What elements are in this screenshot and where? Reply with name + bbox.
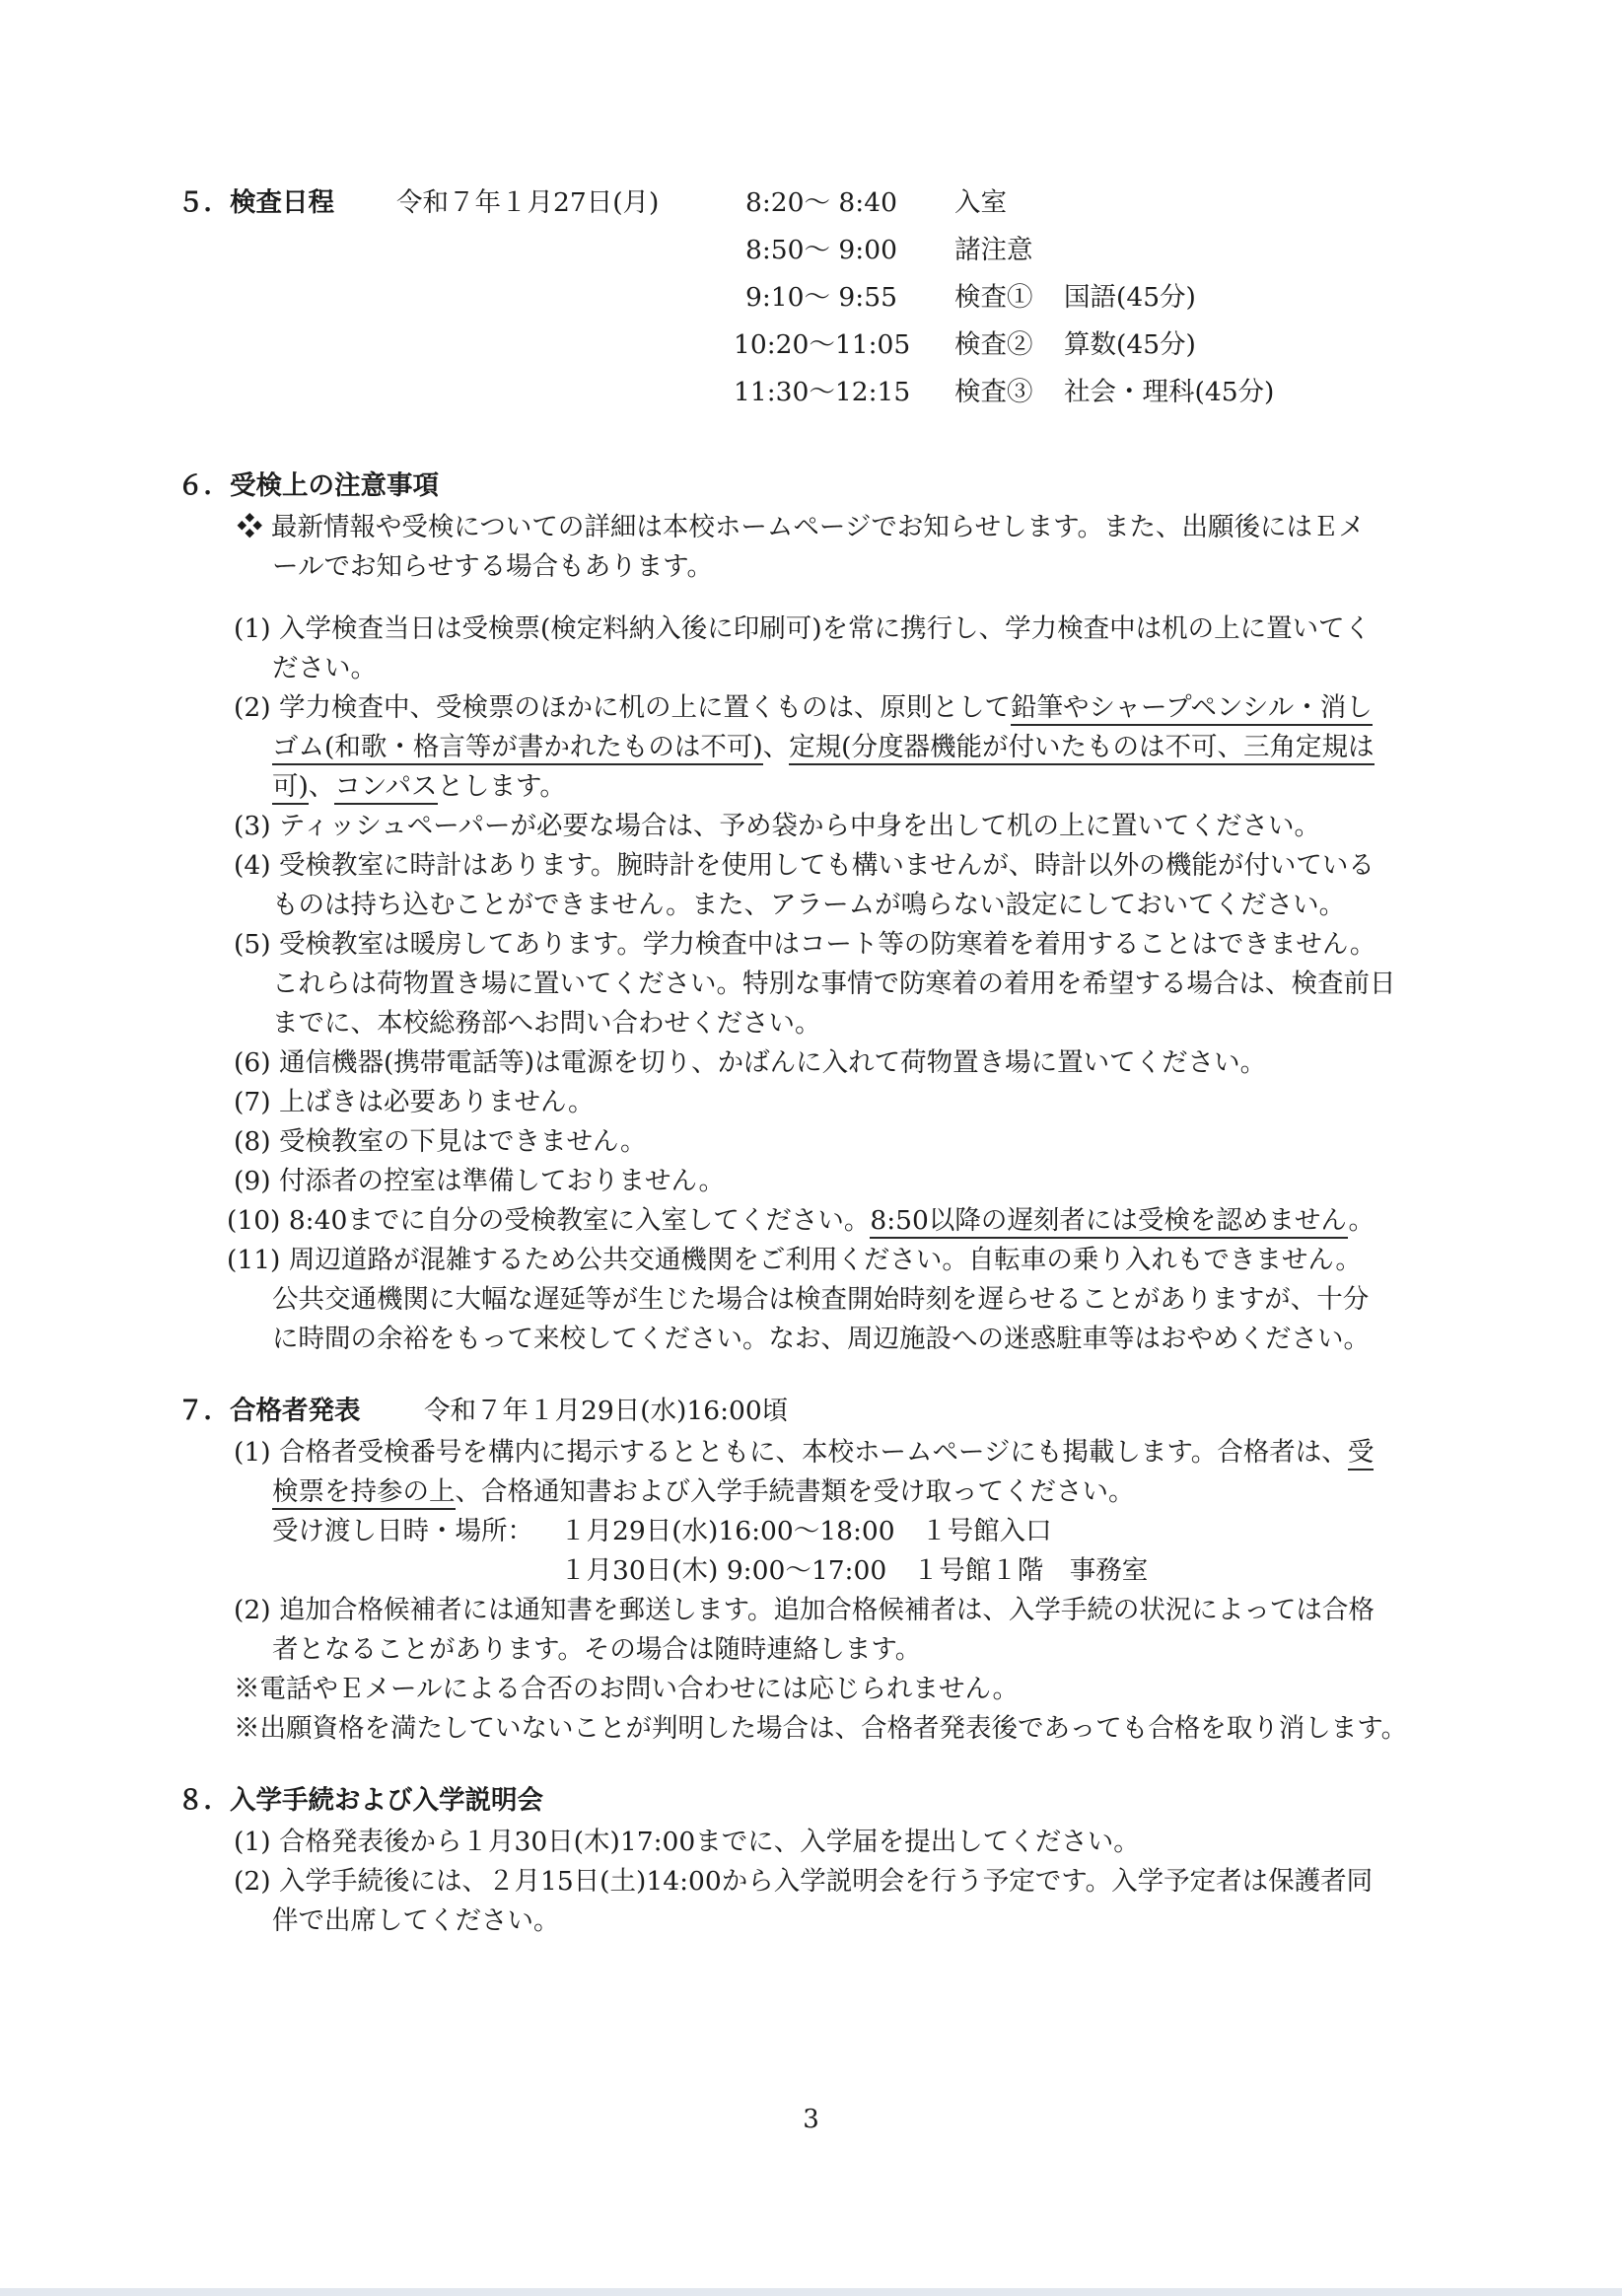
announce-1 [234, 1436, 1374, 1470]
handover-label: 受け渡し日時・場所： [272, 1516, 533, 1546]
section-7-heading: ７．合格者発表 [177, 1396, 361, 1426]
schedule-label: 検査① [954, 282, 1033, 313]
announce-1-text: 、合格通知書および入学手続書類を受け取ってください。 [455, 1476, 1135, 1507]
schedule-label: 検査② [954, 329, 1033, 360]
rule-2-text: 、 [308, 771, 335, 802]
schedule-subject: 国語(45分) [1064, 282, 1196, 313]
announce-1-cont [272, 1475, 1135, 1509]
underlined-text: ゴム(和歌・格言等が書かれたものは不可) [272, 732, 763, 765]
rule-2-cont [272, 770, 566, 804]
rule-11-cont: に時間の余裕をもって来校してください。なお、周辺施設への迷惑駐車等はおやめください。 [272, 1324, 1370, 1354]
underlined-text: 鉛筆やシャープペンシル・消し [1011, 692, 1373, 726]
underlined-text: コンパス [334, 771, 437, 805]
note: ※出願資格を満たしていないことが判明した場合は、合格者発表後であっても合格を取り消します。 [234, 1713, 1408, 1744]
rule-11-cont: 公共交通機関に大幅な遅延等が生じた場合は検査開始時刻を遅らせることがありますが、十分 [272, 1284, 1370, 1315]
underlined-text: 可) [272, 771, 309, 805]
rule-6: (6) 通信機器(携帯電話等)は電源を切り、かばんに入れて荷物置き場に置いてください。 [234, 1047, 1267, 1078]
section-5-date: 令和７年１月27日(月) [396, 187, 660, 218]
handover-schedule: １月30日(木) 9:00～17:00 １号館１階 事務室 [560, 1555, 1149, 1586]
announce-2: (2) 追加合格候補者には通知書を郵送します。追加合格候補者は、入学手続の状況によっては合格 [234, 1595, 1375, 1625]
announce-2-cont: 者となることがあります。その場合は随時連絡します。 [272, 1634, 922, 1665]
rule-11: (11) 周辺道路が混雑するため公共交通機関をご利用ください。自転車の乗り入れもできません。 [227, 1245, 1362, 1275]
rule-4-cont: ものは持ち込むことができません。また、アラームが鳴らない設定にしておいてください。 [272, 890, 1346, 920]
underlined-text: 検票を持参の上 [272, 1476, 456, 1510]
schedule-subject: 算数(45分) [1064, 329, 1196, 360]
rule-5: (5) 受検教室は暖房してあります。学力検査中はコート等の防寒着を着用することはできません。 [234, 929, 1376, 960]
scan-edge [0, 2288, 1622, 2296]
rule-2-text: 、 [762, 732, 790, 762]
rule-2-cont [272, 731, 1375, 764]
section-8-heading: ８．入学手続および入学説明会 [177, 1785, 543, 1816]
rule-10-text: (10) 8:40までに自分の受検教室に入室してください。 [227, 1205, 871, 1236]
rule-8: (8) 受検教室の下見はできません。 [234, 1126, 647, 1157]
rule-4: (4) 受検教室に時計はあります。腕時計を使用しても構いませんが、時計以外の機能が付いている [234, 850, 1375, 881]
rule-2 [234, 691, 1373, 725]
rule-10-text: 。 [1348, 1205, 1375, 1236]
schedule-label: 入室 [954, 187, 1007, 218]
schedule-time: 11:30～12:15 [734, 377, 911, 407]
rule-9: (9) 付添者の控室は準備しておりません。 [234, 1166, 726, 1196]
rule-2-text: (2) 学力検査中、受検票のほかに机の上に置くものは、原則として [234, 692, 1011, 723]
procedure-2-cont: 伴で出席してください。 [272, 1905, 560, 1936]
procedure-1: (1) 合格発表後から１月30日(木)17:00までに、入学届を提出してください。 [234, 1827, 1140, 1857]
section-7-date: 令和７年１月29日(水)16:00頃 [424, 1396, 789, 1426]
underlined-text: 受 [1348, 1437, 1375, 1471]
schedule-time: 10:20～11:05 [734, 329, 911, 360]
underlined-text: 8:50以降の遅刻者には受検を認めません [870, 1205, 1348, 1239]
rule-5-cont: までに、本校総務部へお問い合わせください。 [272, 1008, 821, 1039]
rule-2-text: とします。 [437, 771, 566, 802]
schedule-time: 8:50～ 9:00 [745, 235, 897, 265]
procedure-2: (2) 入学手続後には、２月15日(土)14:00から入学説明会を行う予定です。入学予定者は保護者同 [234, 1866, 1374, 1897]
underlined-text: 定規(分度器機能が付いたものは不可、三角定規は [789, 732, 1374, 765]
notice-line: ールでお知らせする場合もあります。 [272, 551, 714, 582]
announce-1-text: (1) 合格者受検番号を構内に掲示するとともに、本校ホームページにも掲載します。合格者は、 [234, 1437, 1348, 1468]
rule-1-cont: ださい。 [272, 653, 377, 683]
rule-1: (1) 入学検査当日は受検票(検定料納入後に印刷可)を常に携行し、学力検査中は机の上に置いてく [234, 613, 1372, 644]
handover-schedule: １月29日(水)16:00～18:00 １号館入口 [560, 1516, 1052, 1546]
schedule-time: 9:10～ 9:55 [745, 282, 897, 313]
rule-10 [227, 1204, 1375, 1238]
page-number: 3 [803, 2105, 819, 2134]
note: ※電話やＥメールによる合否のお問い合わせには応じられません。 [234, 1674, 1020, 1704]
rule-7: (7) 上ばきは必要ありません。 [234, 1087, 595, 1117]
section-5-heading: ５．検査日程 [177, 187, 334, 218]
schedule-time: 8:20～ 8:40 [745, 187, 897, 218]
section-6-heading: ６．受検上の注意事項 [177, 470, 439, 501]
schedule-label: 検査③ [954, 377, 1033, 407]
notice-line: ❖ 最新情報や受検についての詳細は本校ホームページでお知らせします。また、出願後にはＥメ [237, 512, 1365, 542]
rule-5-cont: これらは荷物置き場に置いてください。特別な事情で防寒着の着用を希望する場合は、検査前日 [272, 969, 1396, 999]
schedule-subject: 社会・理科(45分) [1064, 377, 1275, 407]
schedule-label: 諸注意 [954, 235, 1033, 265]
rule-3: (3) ティッシュペーパーが必要な場合は、予め袋から中身を出して机の上に置いてください。 [234, 811, 1320, 841]
